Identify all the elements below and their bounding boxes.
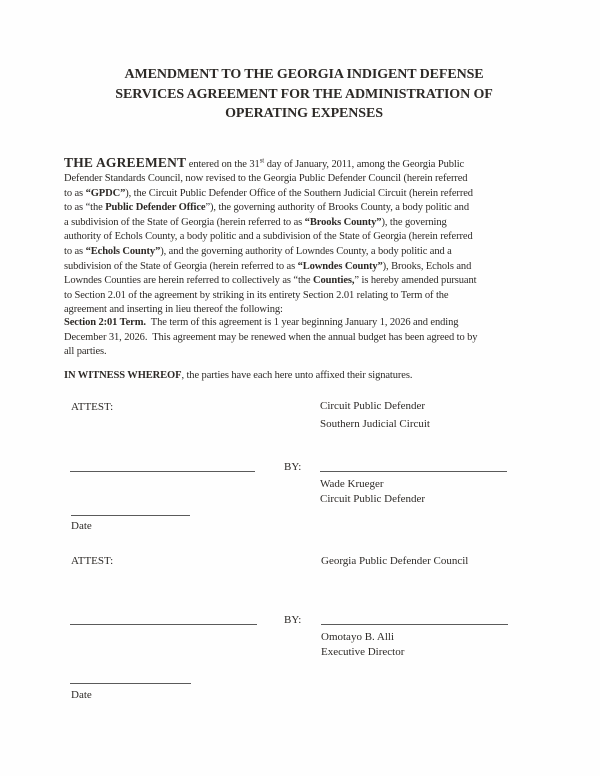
by-label-1: BY: <box>284 461 302 473</box>
org-name-1 <box>320 398 430 433</box>
document-title-line: OPERATING EXPENSES <box>225 106 383 122</box>
signature-line-left-1 <box>70 471 255 472</box>
by-label-2: BY: <box>284 614 302 626</box>
document-title-line: AMENDMENT TO THE GEORGIA INDIGENT DEFENSE <box>124 67 484 82</box>
witness-clause: IN WITNESS WHEREOF, the parties have each here unto affixed their signatures. <box>64 369 413 381</box>
attest-label-1: ATTEST: <box>71 401 114 413</box>
org-name-1-line: Circuit Public Defender <box>320 400 426 412</box>
signer-name-2: Omotayo B. Alli <box>321 631 395 643</box>
org-name-2 <box>321 553 468 571</box>
signer-title-1: Circuit Public Defender <box>320 493 426 505</box>
date-label-1: Date <box>71 520 92 532</box>
org-name-2-line: Georgia Public Defender Council <box>321 555 469 567</box>
signature-line-right-1 <box>320 471 507 472</box>
attest-label-2: ATTEST: <box>71 555 114 567</box>
document-title-line: SERVICES AGREEMENT FOR THE ADMINISTRATION OF <box>115 86 493 102</box>
date-line-2 <box>70 683 191 684</box>
date-label-2: Date <box>71 689 92 701</box>
agreement-paragraph: THE AGREEMENT entered on the 31st day of January, 2011, among the Georgia Public Defender Standards Council, now revised to the Georgia Public Defender Council (herein referred to as “GPDC”), the Circuit Public Defender Office of the Southern Judicial Circuit (herein referred to as “the Public Defender Office”), the governing authority of Brooks County, a body politic and a subdivision of the State of Georgia (herein referred to as “Brooks County”), the governing authority of Echols County, a body politic and a subdivision of the State of Georgia (herein referred to as “Echols County”), and the governing authority of Lowndes County, a body politic and a subdivision of the State of Georgia (herein referred to as “Lowndes County”), Brooks, Echols and Lowndes Counties are herein referred to collectively as “the Counties,” is hereby amended pursuant to Section 2.01 of the agreement by striking in its entirety Section 2.01 relating to Term of the agreement and inserting in lieu thereof the following: <box>64 154 477 316</box>
signer-title-2: Executive Director <box>321 646 405 658</box>
signer-name-1: Wade Krueger <box>320 478 384 490</box>
signer-block-1 <box>320 477 425 507</box>
document-title <box>58 65 550 124</box>
term-section-paragraph: Section 2:01 Term. The term of this agreement is 1 year beginning January 1, 2026 and ending December 31, 2026. This agreement may be renewed when the annual budget has been agreed to by all parties. <box>64 317 478 358</box>
signer-block-2 <box>321 630 404 660</box>
org-name-1-line: Southern Judicial Circuit <box>320 417 430 430</box>
signature-line-right-2 <box>321 624 508 625</box>
date-line-1 <box>71 515 190 516</box>
signature-line-left-2 <box>70 624 257 625</box>
